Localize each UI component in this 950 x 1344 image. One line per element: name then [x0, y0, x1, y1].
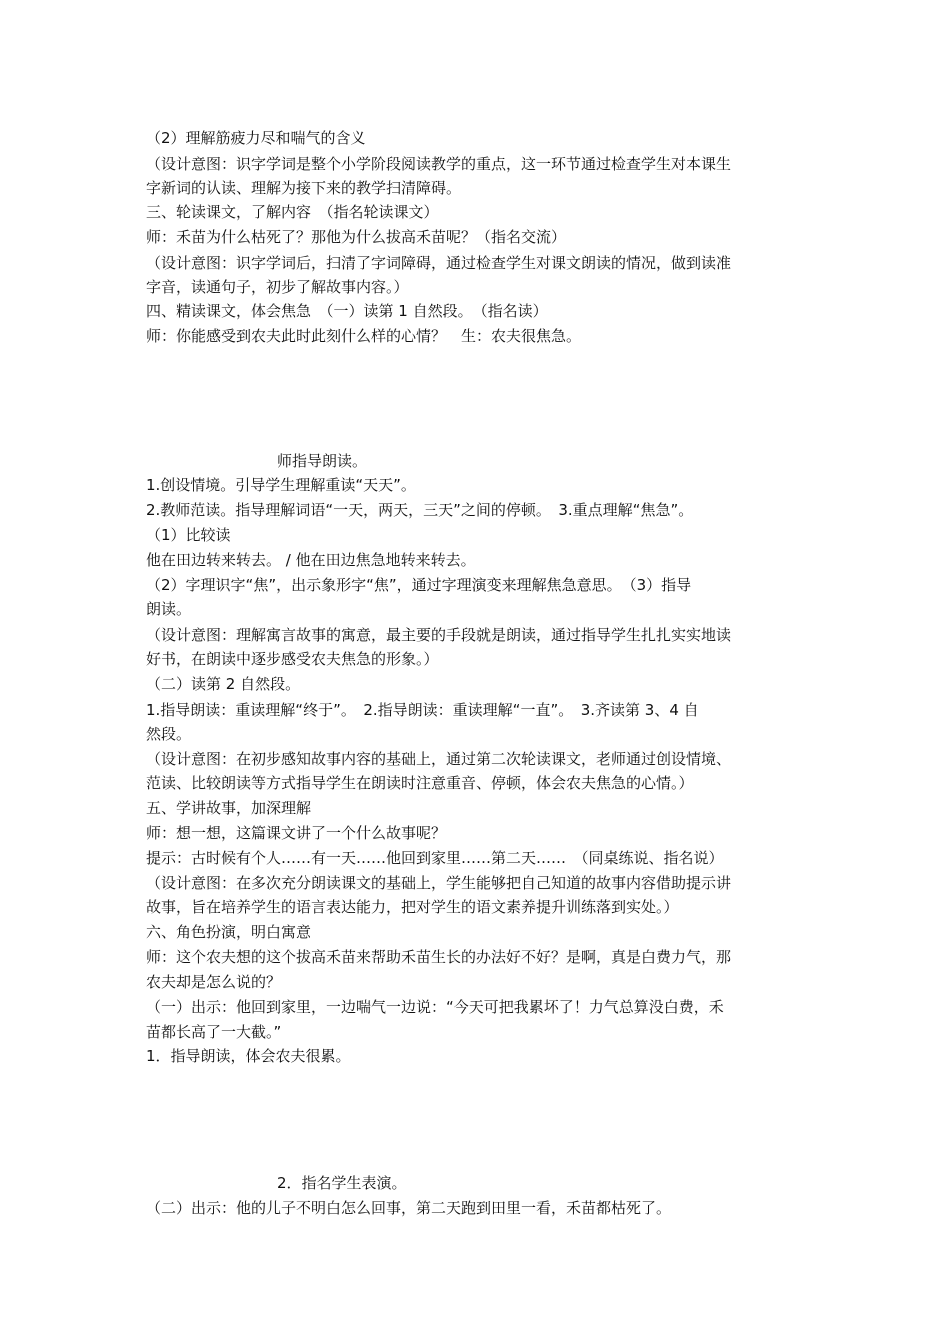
text-line: （一）出示：他回到家里，一边喘气一边说：“今天可把我累坏了！力气总算没白费，禾 [146, 998, 724, 1016]
text-line: 朗读。 [146, 600, 192, 618]
text-line: （2）字理识字“焦”，出示象形字“焦”，通过字理演变来理解焦急意思。 （3）指导 [146, 576, 692, 594]
text-line: 1．指导朗读，体会农夫很累。 [146, 1047, 351, 1065]
text-line: 字新词的认读、理解为接下来的教学扫清障碍。 [146, 179, 462, 197]
text-line: （1）比较读 [146, 526, 231, 544]
text-line: 师：禾苗为什么枯死了？那他为什么拔高禾苗呢？（指名交流） [146, 228, 567, 246]
text-line: 师：你能感受到农夫此时此刻什么样的心情？ 生：农夫很焦急。 [146, 327, 582, 345]
text-line: 故事，旨在培养学生的语言表达能力，把对学生的语文素养提升训练落到实处。） [146, 898, 679, 916]
section-heading: 三、轮读课文，了解内容 （指名轮读课文） [146, 203, 439, 221]
section-heading: 六、角色扮演，明白寓意 [146, 923, 312, 941]
text-line: 苗都长高了一大截。” [146, 1023, 282, 1041]
section-heading: 四、精读课文，体会焦急 （一）读第 1 自然段。 （指名读） [146, 302, 548, 320]
text-line: 1.创设情境。引导学生理解重读“天天”。 [146, 476, 416, 494]
text-line: （二）读第 2 自然段。 [146, 675, 301, 693]
text-line: （设计意图：在多次充分朗读课文的基础上，学生能够把自己知道的故事内容借助提示讲 [146, 874, 732, 892]
text-line: 师：想一想，这篇课文讲了一个什么故事呢？ [146, 824, 447, 842]
text-line: 师：这个农夫想的这个拔高禾苗来帮助禾苗生长的办法好不好？是啊，真是白费力气，那 [146, 948, 732, 966]
text-line: 师指导朗读。 [277, 452, 368, 470]
text-line: （设计意图：识字学词是整个小学阶段阅读教学的重点，这一环节通过检查学生对本课生 [146, 155, 732, 173]
text-line: （二）出示：他的儿子不明白怎么回事，第二天跑到田里一看，禾苗都枯死了。 [146, 1199, 672, 1217]
text-line: 农夫却是怎么说的？ [146, 973, 282, 991]
text-line: 字音，读通句子，初步了解故事内容。） [146, 278, 409, 296]
text-line: 好书，在朗读中逐步感受农夫焦急的形象。） [146, 650, 439, 668]
text-line: 范读、比较朗读等方式指导学生在朗读时注意重音、停顿，体会农夫焦急的心情。） [146, 774, 694, 792]
text-line: （设计意图：在初步感知故事内容的基础上，通过第二次轮读课文，老师通过创设情境、 [146, 750, 732, 768]
text-line: 他在田边转来转去。 / 他在田边焦急地转来转去。 [146, 551, 476, 569]
text-line: （2）理解筋疲力尽和喘气的含义 [146, 129, 366, 147]
text-line: （设计意图：识字学词后，扫清了字词障碍，通过检查学生对课文朗读的情况，做到读准 [146, 254, 732, 272]
text-line: 1.指导朗读：重读理解“终于”。 2.指导朗读：重读理解“一直”。 3.齐读第 3、4 自 [146, 701, 699, 719]
section-heading: 五、学讲故事，加深理解 [146, 799, 312, 817]
text-line: （设计意图：理解寓言故事的寓意，最主要的手段就是朗读，通过指导学生扎扎实实地读 [146, 626, 732, 644]
text-line: 然段。 [146, 725, 192, 743]
text-line: 2.教师范读。指导理解词语“一天，两天，三天”之间的停顿。 3.重点理解“焦急”。 [146, 501, 694, 519]
text-line: 提示：古时候有个人……有一天……他回到家里……第二天…… （同桌练说、指名说） [146, 849, 724, 867]
text-line: 2．指名学生表演。 [277, 1174, 407, 1192]
